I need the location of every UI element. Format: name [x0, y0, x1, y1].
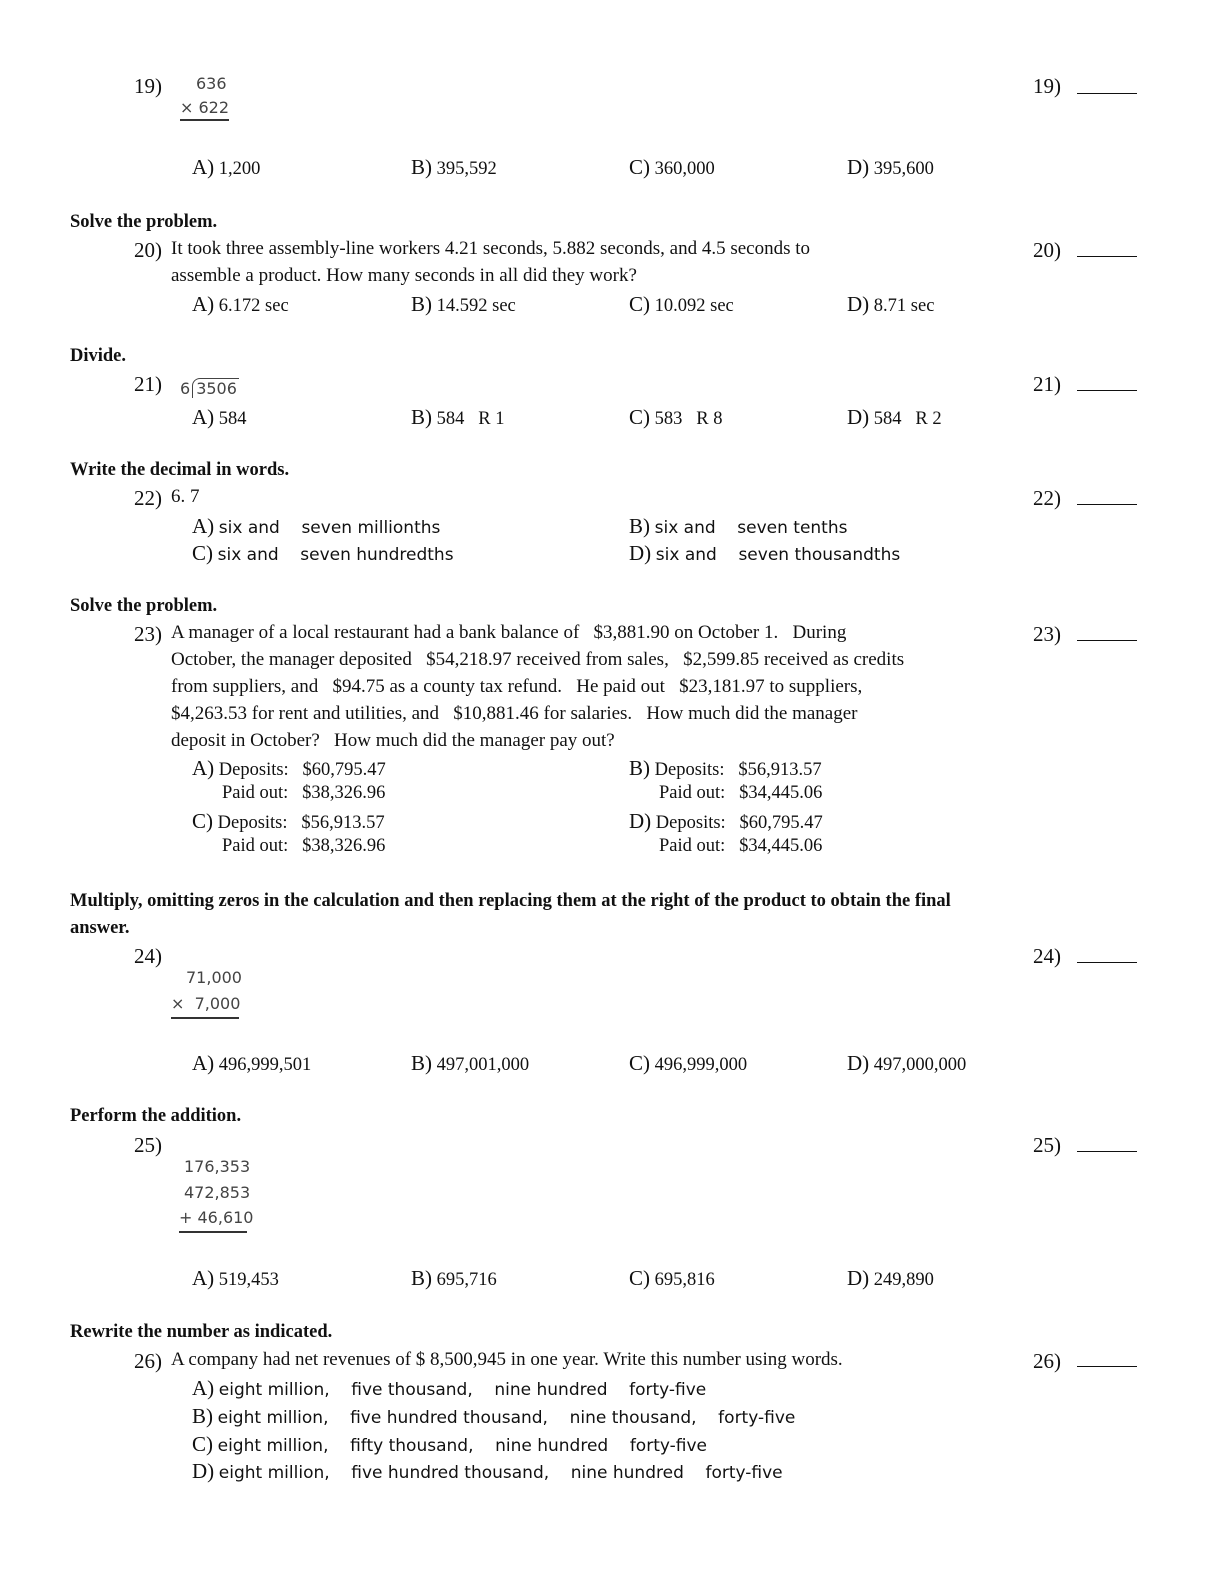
question-text: A manager of a local restaurant had a bank balance of $3,881.90 on October 1. During: [171, 622, 847, 643]
answer-blank[interactable]: [1077, 93, 1137, 94]
question-number: 22): [134, 486, 162, 510]
option-d-paid: Paid out: $34,445.06: [659, 836, 823, 856]
question-text: 6. 7: [171, 486, 200, 507]
question-number: 25): [134, 1133, 162, 1157]
answer-blank[interactable]: [1077, 640, 1137, 641]
option-c[interactable]: C) 695,816: [629, 1266, 715, 1290]
option-c[interactable]: C) six and seven hundredths: [192, 541, 454, 565]
option-d[interactable]: D) 8.71 sec: [847, 292, 935, 316]
multiplicand: 636: [196, 74, 227, 93]
question-text: It took three assembly-line workers 4.21 seconds, 5.882 seconds, and 4.5 seconds to: [171, 238, 811, 259]
answer-blank[interactable]: [1077, 962, 1137, 963]
option-a[interactable]: A) 519,453: [192, 1266, 279, 1290]
section-heading: Write the decimal in words.: [70, 460, 290, 480]
multiplier: × 622: [180, 98, 229, 121]
option-a[interactable]: A) six and seven millionths: [192, 514, 441, 538]
question-number: 19): [134, 74, 162, 98]
option-b[interactable]: B) 395,592: [411, 155, 497, 179]
answer-number: 23): [1033, 622, 1061, 646]
multiplier: × 7,000: [171, 994, 239, 1019]
option-b[interactable]: B) 584 R 1: [411, 405, 505, 429]
option-b-paid: Paid out: $34,445.06: [659, 783, 823, 803]
section-heading: Multiply, omitting zeros in the calculation and then replacing them at the right of the product to obtain the final: [70, 891, 951, 911]
question-text: October, the manager deposited $54,218.97 received from sales, $2,599.85 received as credits: [171, 649, 905, 670]
answer-number: 19): [1033, 74, 1061, 98]
option-a[interactable]: A) 1,200: [192, 155, 261, 179]
answer-number: 26): [1033, 1349, 1061, 1373]
question-number: 20): [134, 238, 162, 262]
section-heading: Solve the problem.: [70, 596, 218, 616]
option-c-paid: Paid out: $38,326.96: [222, 836, 386, 856]
question-number: 24): [134, 944, 162, 968]
answer-number: 22): [1033, 486, 1061, 510]
question-text: from suppliers, and $94.75 as a county tax refund. He paid out $23,181.97 to suppliers,: [171, 676, 863, 697]
section-heading: Perform the addition.: [70, 1106, 242, 1126]
answer-blank[interactable]: [1077, 1366, 1137, 1367]
option-d[interactable]: D) Deposits: $60,795.47: [629, 809, 823, 833]
option-b[interactable]: B) six and seven tenths: [629, 514, 848, 538]
addend: + 46,610: [179, 1208, 247, 1233]
addend: 472,853: [184, 1183, 251, 1202]
answer-blank[interactable]: [1077, 504, 1137, 505]
answer-blank[interactable]: [1077, 256, 1137, 257]
option-a-paid: Paid out: $38,326.96: [222, 783, 386, 803]
answer-number: 25): [1033, 1133, 1061, 1157]
divisor: 6: [180, 379, 191, 398]
option-c[interactable]: C) 496,999,000: [629, 1051, 748, 1075]
option-d[interactable]: D) 249,890: [847, 1266, 934, 1290]
question-number: 23): [134, 622, 162, 646]
option-d[interactable]: D) eight million, five hundred thousand, nine hundred forty-five: [192, 1459, 783, 1483]
section-heading: Divide.: [70, 346, 127, 366]
multiplicand: 71,000: [186, 968, 242, 987]
option-a[interactable]: A) 6.172 sec: [192, 292, 289, 316]
section-heading-continued: answer.: [70, 918, 130, 938]
option-c[interactable]: C) 10.092 sec: [629, 292, 734, 316]
option-c[interactable]: C) eight million, fifty thousand, nine hundred forty-five: [192, 1432, 707, 1456]
long-division: [180, 378, 239, 398]
question-text: assemble a product. How many seconds in all did they work?: [171, 265, 637, 286]
section-heading: Solve the problem.: [70, 212, 218, 232]
option-d[interactable]: D) six and seven thousandths: [629, 541, 901, 565]
option-b[interactable]: B) 695,716: [411, 1266, 497, 1290]
option-d[interactable]: D) 584 R 2: [847, 405, 942, 429]
option-c[interactable]: C) Deposits: $56,913.57: [192, 809, 385, 833]
option-d[interactable]: D) 497,000,000: [847, 1051, 967, 1075]
answer-blank[interactable]: [1077, 1151, 1137, 1152]
option-b[interactable]: B) 14.592 sec: [411, 292, 516, 316]
addend: 176,353: [184, 1157, 251, 1176]
answer-blank[interactable]: [1077, 390, 1137, 391]
option-a[interactable]: A) 496,999,501: [192, 1051, 312, 1075]
section-heading: Rewrite the number as indicated.: [70, 1322, 333, 1342]
answer-number: 21): [1033, 372, 1061, 396]
option-a[interactable]: A) Deposits: $60,795.47: [192, 756, 386, 780]
question-text: A company had net revenues of $ 8,500,945 in one year. Write this number using words.: [171, 1349, 843, 1370]
question-text: $4,263.53 for rent and utilities, and $10,881.46 for salaries. How much did the manager: [171, 703, 858, 724]
option-c[interactable]: C) 360,000: [629, 155, 715, 179]
question-number: 26): [134, 1349, 162, 1373]
option-a[interactable]: A) eight million, five thousand, nine hundred forty-five: [192, 1376, 707, 1400]
option-d[interactable]: D) 395,600: [847, 155, 934, 179]
option-a[interactable]: A) 584: [192, 405, 247, 429]
option-c[interactable]: C) 583 R 8: [629, 405, 723, 429]
option-b[interactable]: B) Deposits: $56,913.57: [629, 756, 822, 780]
question-number: 21): [134, 372, 162, 396]
answer-number: 24): [1033, 944, 1061, 968]
option-b[interactable]: B) eight million, five hundred thousand, nine thousand, forty-five: [192, 1404, 796, 1428]
dividend: 3506: [192, 378, 239, 398]
option-b[interactable]: B) 497,001,000: [411, 1051, 530, 1075]
question-text: deposit in October? How much did the manager pay out?: [171, 730, 615, 751]
answer-number: 20): [1033, 238, 1061, 262]
